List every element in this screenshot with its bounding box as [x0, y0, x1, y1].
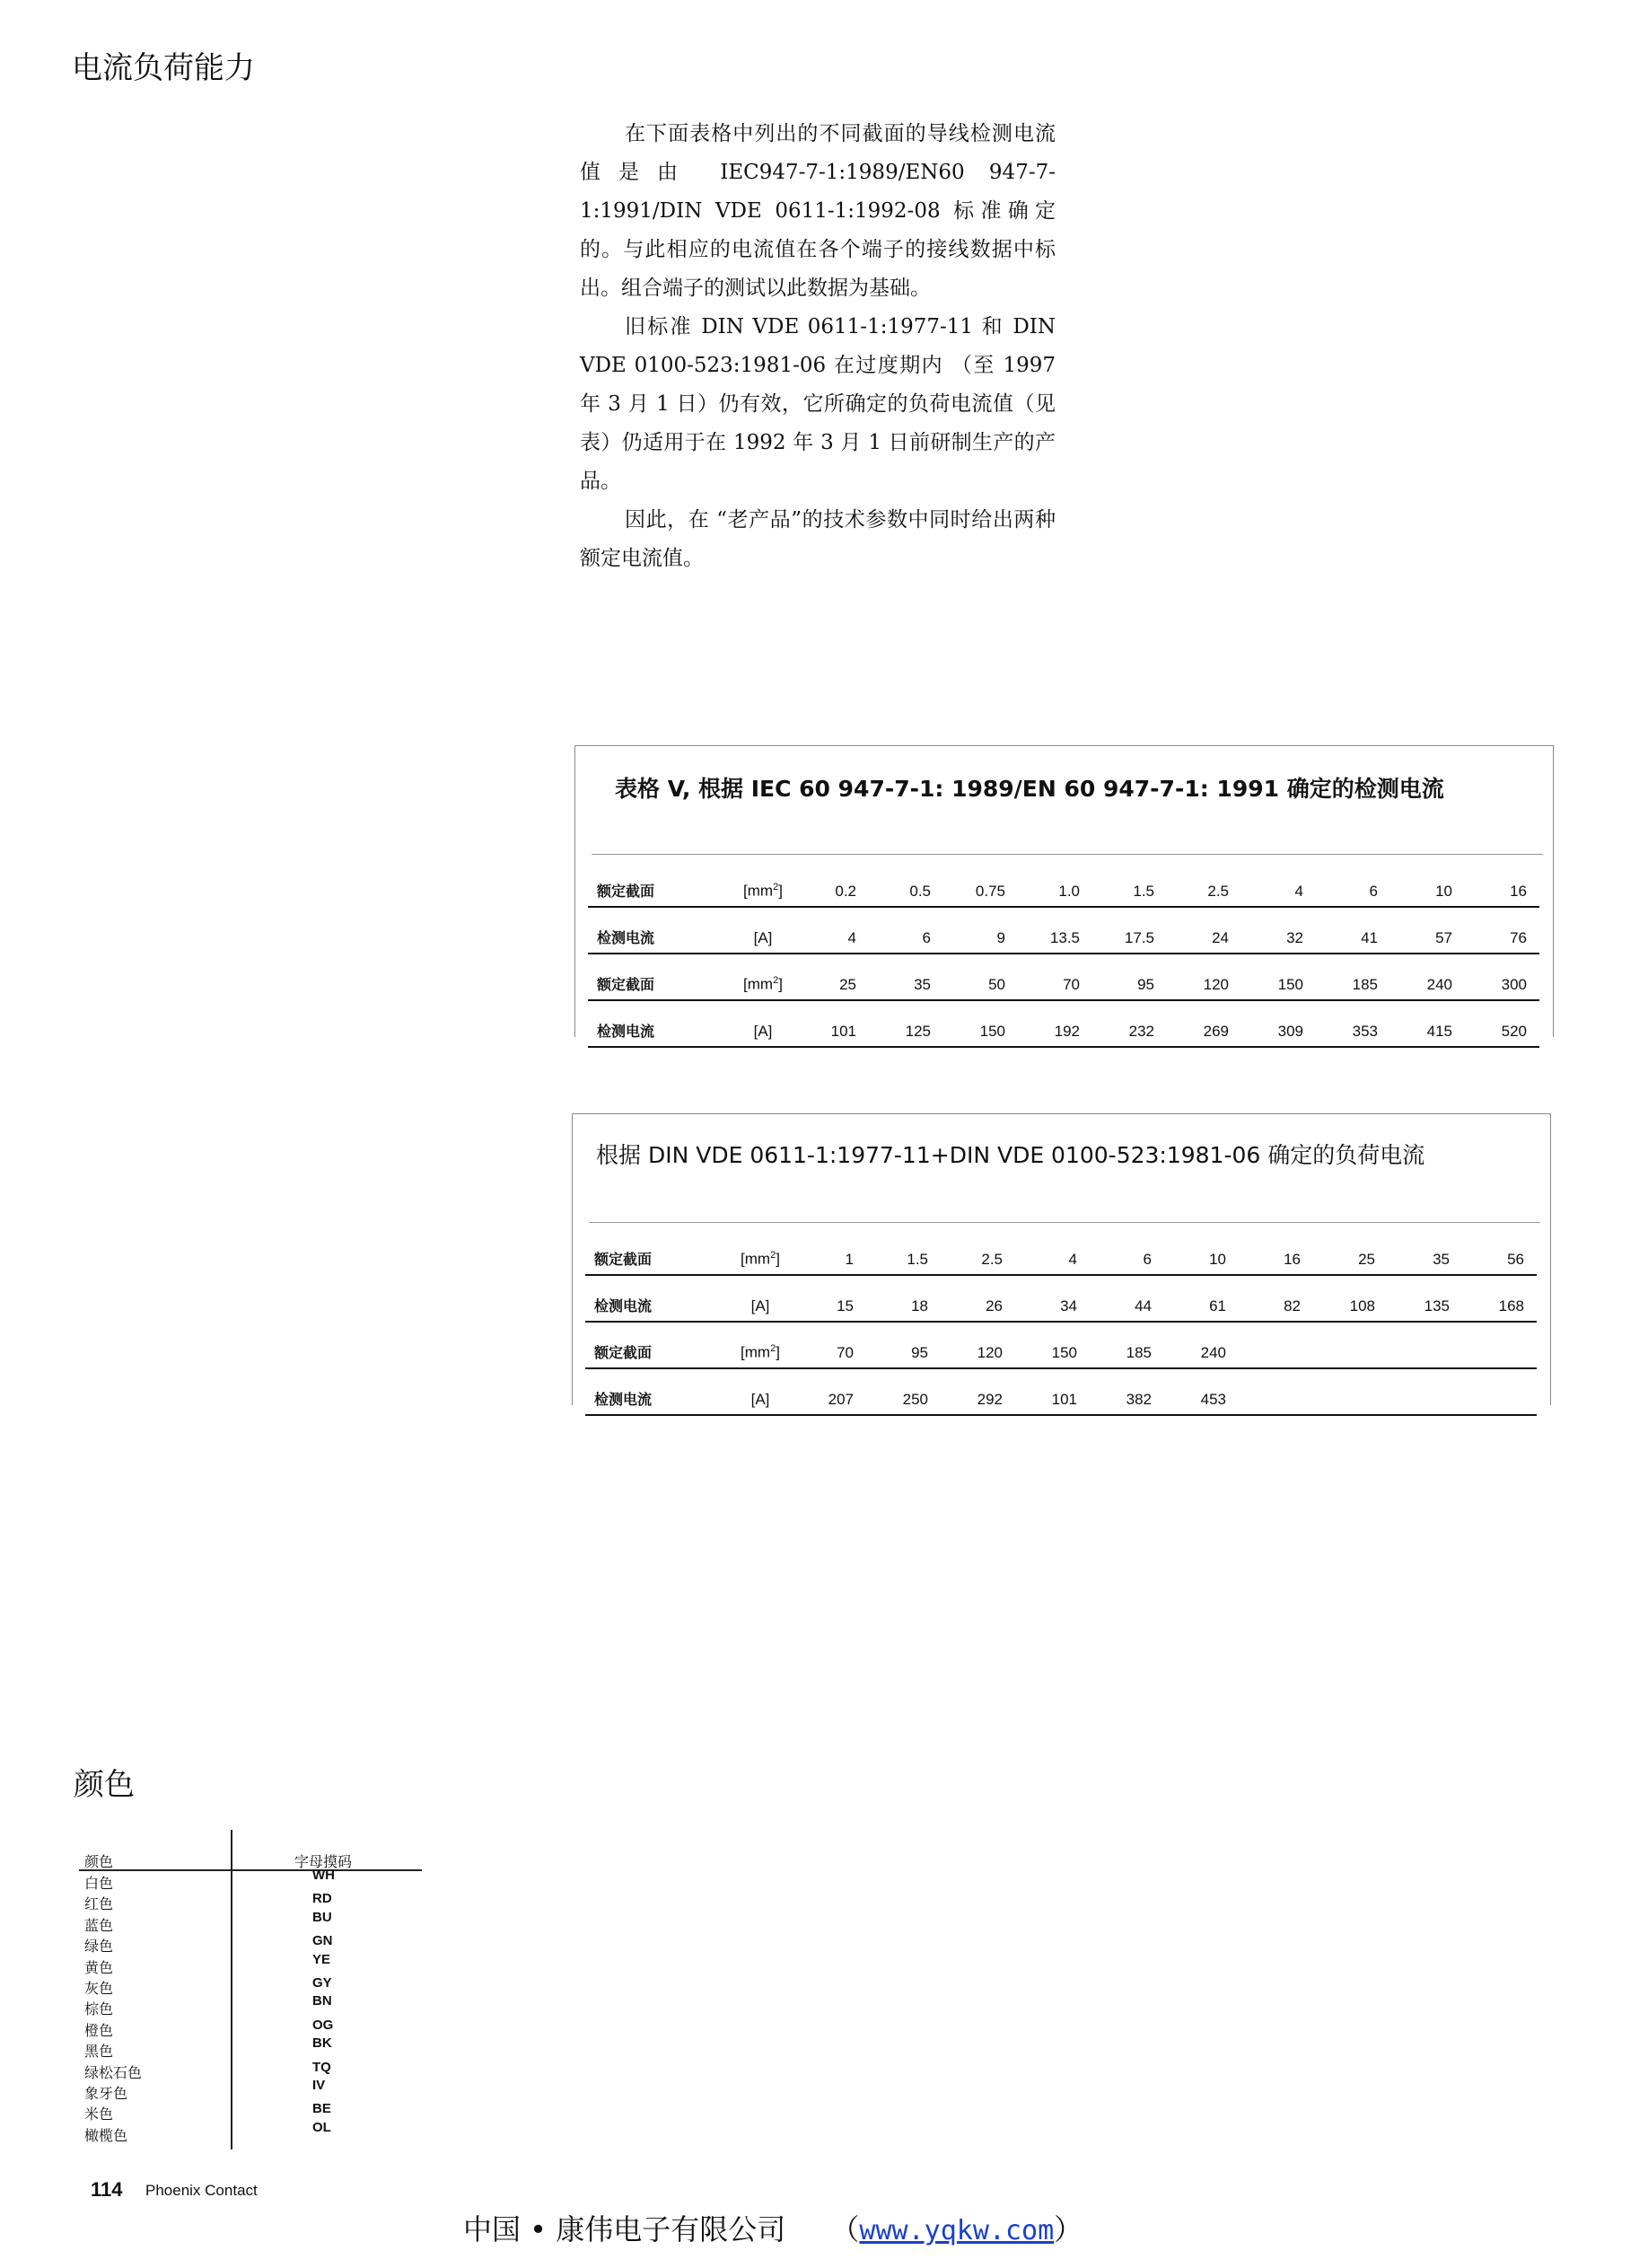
table-cell: 269	[1167, 1000, 1241, 1047]
table-cell: 95	[866, 1322, 941, 1368]
table-cell: 240	[1164, 1322, 1239, 1368]
row-label: 额定截面	[588, 954, 732, 1000]
unit-close: ]	[778, 976, 783, 993]
row-label: 检测电流	[585, 1368, 729, 1415]
color-name: 橄榄色	[84, 2126, 128, 2144]
table-cell: 125	[869, 1000, 943, 1047]
table-row	[588, 954, 1539, 1000]
color-code: YE	[312, 1951, 331, 1967]
unit-text: [mm	[743, 883, 774, 900]
table-cell: 61	[1164, 1275, 1239, 1322]
table-cell: 24	[1167, 907, 1241, 954]
table-cell: 17.5	[1092, 907, 1167, 954]
company-name: 中国 • 康伟电子有限公司	[463, 2212, 786, 2246]
color-code: BU	[312, 1909, 332, 1925]
table-row	[588, 1000, 1539, 1047]
color-name: 橙色	[84, 2021, 114, 2039]
table-cell	[1239, 1322, 1313, 1368]
color-name: 灰色	[84, 1980, 114, 1997]
table-cell: 1.5	[866, 1229, 941, 1275]
table-cell: 353	[1316, 1000, 1390, 1047]
intro-text	[580, 115, 1056, 578]
table-cell: 415	[1390, 1000, 1465, 1047]
table-cell: 15	[792, 1275, 866, 1322]
table-cell: 4	[1241, 861, 1316, 907]
table-cell: 9	[943, 907, 1018, 954]
unit-text: [A]	[753, 929, 773, 946]
table-cell: 70	[1018, 954, 1092, 1000]
unit-close: ]	[778, 883, 783, 900]
table-cell: 0.2	[794, 861, 869, 907]
unit-text: [A]	[753, 1023, 773, 1040]
table-din-title: 根据 DIN VDE 0611-1:1977-11+DIN VDE 0100-523:1981-06 确定的负荷电流	[596, 1142, 1425, 1168]
table-cell: 16	[1239, 1229, 1313, 1275]
table-cell: 26	[941, 1275, 1015, 1322]
open-paren: （	[830, 2212, 860, 2246]
row-label: 额定截面	[585, 1229, 729, 1275]
unit-text: [mm	[743, 976, 774, 993]
table-cell: 108	[1313, 1275, 1388, 1322]
color-code: BE	[312, 2101, 331, 2117]
table-cell: 6	[1090, 1229, 1164, 1275]
table-cell	[1313, 1322, 1388, 1368]
table-cell: 41	[1316, 907, 1390, 954]
table-cell	[1239, 1368, 1313, 1415]
table-cell: 10	[1390, 861, 1465, 907]
row-unit	[729, 1275, 792, 1322]
unit-superscript: 2	[773, 882, 779, 893]
table-din	[585, 1229, 1537, 1416]
unit-superscript: 2	[773, 975, 779, 987]
table-cell: 135	[1388, 1275, 1462, 1322]
row-label: 检测电流	[588, 1000, 732, 1047]
color-name: 黑色	[84, 2043, 114, 2061]
table-cell: 1	[792, 1229, 866, 1275]
table-cell: 168	[1462, 1275, 1537, 1322]
table-iec-box	[574, 745, 1554, 1040]
color-name: 象牙色	[84, 2085, 128, 2102]
table-din-box	[572, 1113, 1551, 1408]
unit-superscript: 2	[770, 1343, 776, 1355]
color-name: 红色	[84, 1895, 114, 1913]
table-cell: 0.75	[943, 861, 1018, 907]
table-cell	[1462, 1322, 1537, 1368]
unit-superscript: 2	[770, 1250, 776, 1261]
row-unit	[732, 1000, 794, 1047]
table-cell: 82	[1239, 1275, 1313, 1322]
color-code: GN	[312, 1933, 333, 1949]
table-cell: 192	[1018, 1000, 1092, 1047]
unit-close: ]	[776, 1344, 780, 1361]
table-cell: 4	[1015, 1229, 1090, 1275]
table-cell: 300	[1465, 954, 1539, 1000]
table-cell: 207	[792, 1368, 866, 1415]
row-unit	[729, 1368, 792, 1415]
color-name: 白色	[84, 1875, 114, 1892]
intro-paragraph-1: 在下面表格中列出的不同截面的导线检测电流值是由 IEC947-7-1:1989/EN60 947-7-1:1991/DIN VDE 0611-1:1992-08 标准确定的。与此相应的电流值在各个端子的接线数据中标出。组合端子的测试以此数据为基础。	[580, 122, 1056, 300]
color-code: TQ	[312, 2059, 331, 2075]
row-label: 检测电流	[588, 907, 732, 954]
table-cell: 250	[866, 1368, 941, 1415]
row-unit	[732, 861, 794, 907]
table-cell: 18	[866, 1275, 941, 1322]
table-cell: 150	[943, 1000, 1018, 1047]
unit-text: [mm	[741, 1251, 771, 1268]
colors-divider-horizontal	[79, 1869, 422, 1871]
website-link[interactable]: www.yqkw.com	[859, 2215, 1055, 2246]
table-cell: 57	[1390, 907, 1465, 954]
colors-header-name: 颜色	[84, 1853, 114, 1870]
colors-header-code: 字母摸码	[294, 1853, 353, 1870]
color-code: RD	[312, 1891, 332, 1907]
page-title: 电流负荷能力	[72, 50, 255, 86]
table-cell	[1462, 1368, 1537, 1415]
table-cell: 101	[1015, 1368, 1090, 1415]
row-unit	[732, 954, 794, 1000]
table-cell: 25	[1313, 1229, 1388, 1275]
intro-paragraph-2: 旧标准 DIN VDE 0611-1:1977-11 和 DIN VDE 0100-523:1981-06 在过度期内 （至 1997 年 3 月 1 日）仍有效，它所确定的负荷电流值（见表）仍适用于在 1992 年 3 月 1 日前研制生产的产品。	[580, 315, 1056, 493]
table-cell: 56	[1462, 1229, 1537, 1275]
color-code: GY	[312, 1975, 332, 1991]
color-name: 绿松石色	[84, 2063, 143, 2081]
table-cell: 520	[1465, 1000, 1539, 1047]
table-row	[588, 907, 1539, 954]
table-cell: 150	[1241, 954, 1316, 1000]
row-unit	[729, 1229, 792, 1275]
table-cell: 10	[1164, 1229, 1239, 1275]
table-row	[588, 861, 1539, 907]
table-cell: 4	[794, 907, 869, 954]
unit-close: ]	[776, 1251, 780, 1268]
unit-text: [A]	[750, 1297, 770, 1314]
table-cell: 232	[1092, 1000, 1167, 1047]
table-cell	[1388, 1322, 1462, 1368]
table-cell: 150	[1015, 1322, 1090, 1368]
table-cell: 1.5	[1092, 861, 1167, 907]
table-cell	[1388, 1368, 1462, 1415]
table-cell: 292	[941, 1368, 1015, 1415]
color-name: 棕色	[84, 2000, 114, 2018]
row-unit	[729, 1322, 792, 1368]
table-cell: 382	[1090, 1368, 1164, 1415]
row-label: 检测电流	[585, 1275, 729, 1322]
colors-divider-vertical	[231, 1830, 232, 2149]
table-cell: 35	[869, 954, 943, 1000]
row-label: 额定截面	[585, 1322, 729, 1368]
table-cell: 0.5	[869, 861, 943, 907]
footer-company	[463, 2207, 1083, 2248]
table-cell: 13.5	[1018, 907, 1092, 954]
color-code: WH	[312, 1868, 335, 1883]
page-number: 114	[91, 2178, 123, 2201]
table-row	[585, 1322, 1537, 1368]
table-cell: 185	[1090, 1322, 1164, 1368]
table-cell: 240	[1390, 954, 1465, 1000]
color-name: 黄色	[84, 1958, 114, 1976]
table-cell: 70	[792, 1322, 866, 1368]
color-name: 米色	[84, 2105, 114, 2123]
table-cell: 6	[869, 907, 943, 954]
table-cell: 34	[1015, 1275, 1090, 1322]
table-iec	[588, 861, 1539, 1048]
color-code: BN	[312, 1993, 332, 2009]
color-name: 绿色	[84, 1938, 114, 1956]
table-cell: 120	[1167, 954, 1241, 1000]
row-label: 额定截面	[588, 861, 732, 907]
table-cell: 2.5	[1167, 861, 1241, 907]
table-cell: 185	[1316, 954, 1390, 1000]
table-iec-title: 表格 V, 根据 IEC 60 947-7-1: 1989/EN 60 947-7-1: 1991 确定的检测电流	[615, 776, 1444, 802]
color-code: BK	[312, 2035, 332, 2052]
table-cell: 16	[1465, 861, 1539, 907]
table-row	[585, 1229, 1537, 1275]
color-code: IV	[312, 2078, 326, 2093]
table-cell: 309	[1241, 1000, 1316, 1047]
row-unit	[732, 907, 794, 954]
color-code: OG	[312, 2017, 334, 2033]
color-code: OL	[312, 2119, 331, 2135]
table-cell: 6	[1316, 861, 1390, 907]
table-cell	[1313, 1368, 1388, 1415]
table-cell: 76	[1465, 907, 1539, 954]
table-row	[585, 1275, 1537, 1322]
table-cell: 95	[1092, 954, 1167, 1000]
table-din-title-rule	[589, 1222, 1540, 1223]
color-name: 蓝色	[84, 1916, 114, 1934]
colors-title: 颜色	[74, 1767, 135, 1803]
table-cell: 101	[794, 1000, 869, 1047]
intro-paragraph-3: 因此，在 “老产品”的技术参数中同时给出两种额定电流值。	[580, 508, 1056, 570]
footer-brand: Phoenix Contact	[145, 2182, 258, 2199]
table-cell: 2.5	[941, 1229, 1015, 1275]
table-iec-title-rule	[592, 854, 1543, 855]
table-cell: 50	[943, 954, 1018, 1000]
table-cell: 1.0	[1018, 861, 1092, 907]
table-row	[585, 1368, 1537, 1415]
close-paren: ）	[1054, 2212, 1083, 2246]
table-cell: 44	[1090, 1275, 1164, 1322]
table-cell: 120	[941, 1322, 1015, 1368]
table-cell: 35	[1388, 1229, 1462, 1275]
table-cell: 453	[1164, 1368, 1239, 1415]
unit-text: [mm	[741, 1344, 771, 1361]
unit-text: [A]	[750, 1391, 770, 1408]
table-cell: 32	[1241, 907, 1316, 954]
table-cell: 25	[794, 954, 869, 1000]
